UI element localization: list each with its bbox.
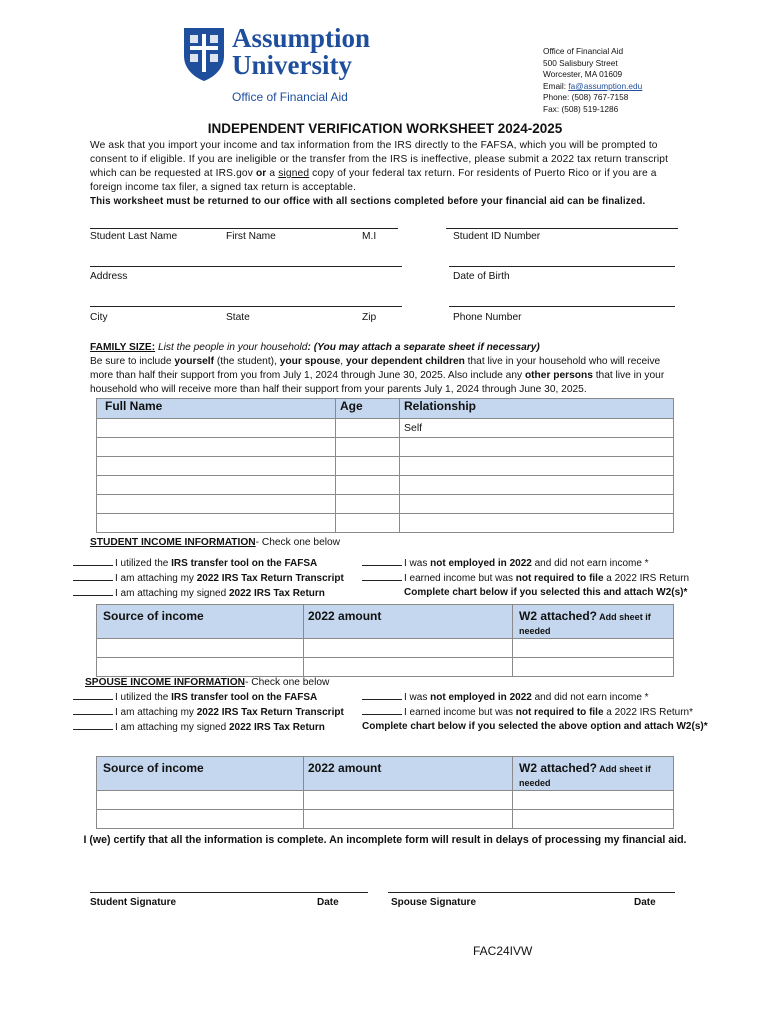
option-irs-transfer[interactable]: I utilized the IRS transfer tool on the FAFSA: [73, 690, 344, 705]
student-income-left-options: [73, 556, 344, 601]
checkbox-blank: [73, 690, 113, 700]
phone-label: Phone Number: [453, 312, 522, 323]
family-table: [96, 398, 674, 533]
spouse-signature-line[interactable]: [388, 892, 675, 893]
option-not-employed[interactable]: I was not employed in 2022 and did not earn income *: [362, 556, 689, 571]
table-row: [97, 639, 674, 658]
option-irs-transfer[interactable]: I utilized the IRS transfer tool on the FAFSA: [73, 556, 344, 571]
spouse-signature-label: Spouse Signature: [391, 897, 477, 908]
table-row: [97, 457, 674, 476]
col-w2: W2 attached? Add sheet if needed: [513, 605, 674, 639]
city-state-zip-line[interactable]: [90, 306, 402, 307]
checkbox-blank: [362, 571, 402, 581]
col-source: Source of income: [97, 605, 304, 639]
email-line: Email: fa@assumption.edu: [543, 80, 643, 91]
checkbox-blank: [73, 556, 113, 566]
col-age: Age: [336, 399, 400, 419]
col-relationship: Relationship: [400, 399, 674, 419]
student-signature-line[interactable]: [90, 892, 368, 893]
student-signature-label: Student Signature: [90, 897, 177, 908]
option-not-employed[interactable]: I was not employed in 2022 and did not earn income *: [362, 690, 708, 705]
student-income-right-options: [362, 556, 689, 600]
spouse-income-left-options: [73, 690, 344, 735]
phone-line: Phone: (508) 767-7158: [543, 92, 629, 103]
checkbox-blank: [73, 705, 113, 715]
university-logo: [180, 23, 390, 110]
shield-icon: [182, 26, 226, 82]
option-signed-return[interactable]: I am attaching my signed 2022 IRS Tax Return: [73, 586, 344, 601]
col-amount: 2022 amount: [304, 757, 513, 791]
option-tax-transcript[interactable]: I am attaching my 2022 IRS Tax Return Transcript: [73, 705, 344, 720]
address-line[interactable]: [90, 266, 402, 267]
student-income-table: [96, 604, 674, 677]
option-signed-return[interactable]: I am attaching my signed 2022 IRS Tax Return: [73, 720, 344, 735]
dob-label: Date of Birth: [453, 271, 510, 282]
table-row: [97, 476, 674, 495]
col-w2: W2 attached? Add sheet if needed: [513, 757, 674, 791]
table-row: [97, 514, 674, 533]
student-chart-note: Complete chart below if you selected this and attach W2(s)*: [404, 587, 688, 598]
dob-line[interactable]: [449, 266, 675, 267]
checkbox-blank: [73, 720, 113, 730]
spouse-income-right-options: [362, 690, 708, 734]
option-tax-transcript[interactable]: I am attaching my 2022 IRS Tax Return Transcript: [73, 571, 344, 586]
student-income-heading: STUDENT INCOME INFORMATION- Check one below: [90, 537, 341, 548]
address-label: Address: [90, 271, 128, 282]
table-row: [97, 495, 674, 514]
checkbox-blank: [73, 586, 113, 596]
logo-subtitle: Office of Financial Aid: [232, 90, 348, 104]
family-size-heading: FAMILY SIZE: List the people in your household: (You may attach a separate sheet if necessary): [90, 342, 540, 353]
table-row: [97, 810, 674, 829]
option-not-required[interactable]: I earned income but was not required to file a 2022 IRS Return: [362, 571, 689, 586]
fax-line: Fax: (508) 519-1286: [543, 103, 619, 114]
family-size-instructions: Be sure to include yourself (the student), your spouse, your dependent children that live in your household who will receive more than half their support from you from July 1, 2024 through June 30, 2025. Also include any other persons that live in your household who will receive more than half their support from your parents July 1, 2024 through June 30, 2025.: [90, 356, 665, 395]
spouse-chart-note: Complete chart below if you selected the above option and attach W2(s)*: [362, 721, 708, 732]
state-label: State: [226, 312, 250, 323]
col-amount: 2022 amount: [304, 605, 513, 639]
certification-statement: I (we) certify that all the information is complete. An incomplete form will result in delays of processing my financial aid.: [83, 834, 687, 846]
table-row: [97, 791, 674, 810]
email-link[interactable]: fa@assumption.edu: [568, 80, 643, 91]
student-last-name-label: Student Last Name: [90, 231, 178, 242]
col-full-name: Full Name: [97, 399, 336, 419]
form-code: FAC24IVW: [473, 944, 533, 958]
checkbox-blank: [362, 705, 402, 715]
table-row: Self: [97, 419, 674, 438]
spouse-income-heading: SPOUSE INCOME INFORMATION- Check one below: [85, 677, 330, 688]
family-size-section: [90, 341, 682, 397]
intro-paragraph: We ask that you import your income and tax information from the IRS directly to the FAFSA, which you will be prompted to consent to if eligible. If you are ineligible or the transfer from the IRS is ineffective, please submit a 2022 tax return transcript which can be requested at IRS.gov or a signed copy of your federal tax return. For residents of Puerto Rico or if you are a foreign income tax filer, a signed tax return is acceptable. This worksheet must be returned to our office with all sections completed before your financial aid can be finalized.: [90, 139, 675, 209]
table-row: [97, 438, 674, 457]
zip-label: Zip: [362, 312, 377, 323]
page-title: INDEPENDENT VERIFICATION WORKSHEET 2024-2025: [207, 121, 563, 136]
return-note: This worksheet must be returned to our office with all sections completed before your financial aid can be finalized.: [90, 196, 646, 207]
checkbox-blank: [73, 571, 113, 581]
student-id-line[interactable]: [446, 228, 678, 229]
student-date-label: Date: [317, 897, 339, 908]
checkbox-blank: [362, 556, 402, 566]
logo-name-line2: University: [232, 50, 352, 80]
spouse-income-table: [96, 756, 674, 829]
spouse-date-label: Date: [634, 897, 656, 908]
office-address-block: [543, 46, 642, 116]
student-id-label: Student ID Number: [453, 231, 541, 242]
mi-label: M.I: [362, 231, 377, 242]
phone-line-field[interactable]: [449, 306, 675, 307]
checkbox-blank: [362, 690, 402, 700]
office-line: Worcester, MA 01609: [543, 69, 623, 80]
logo-name-line1: Assumption: [232, 23, 371, 53]
city-label: City: [90, 312, 108, 323]
office-line: 500 Salisbury Street: [543, 57, 618, 68]
option-not-required[interactable]: I earned income but was not required to file a 2022 IRS Return*: [362, 705, 708, 720]
first-name-label: First Name: [226, 231, 276, 242]
name-line[interactable]: [90, 228, 398, 229]
table-row: [97, 658, 674, 677]
office-line: Office of Financial Aid: [543, 46, 624, 56]
col-source: Source of income: [97, 757, 304, 791]
